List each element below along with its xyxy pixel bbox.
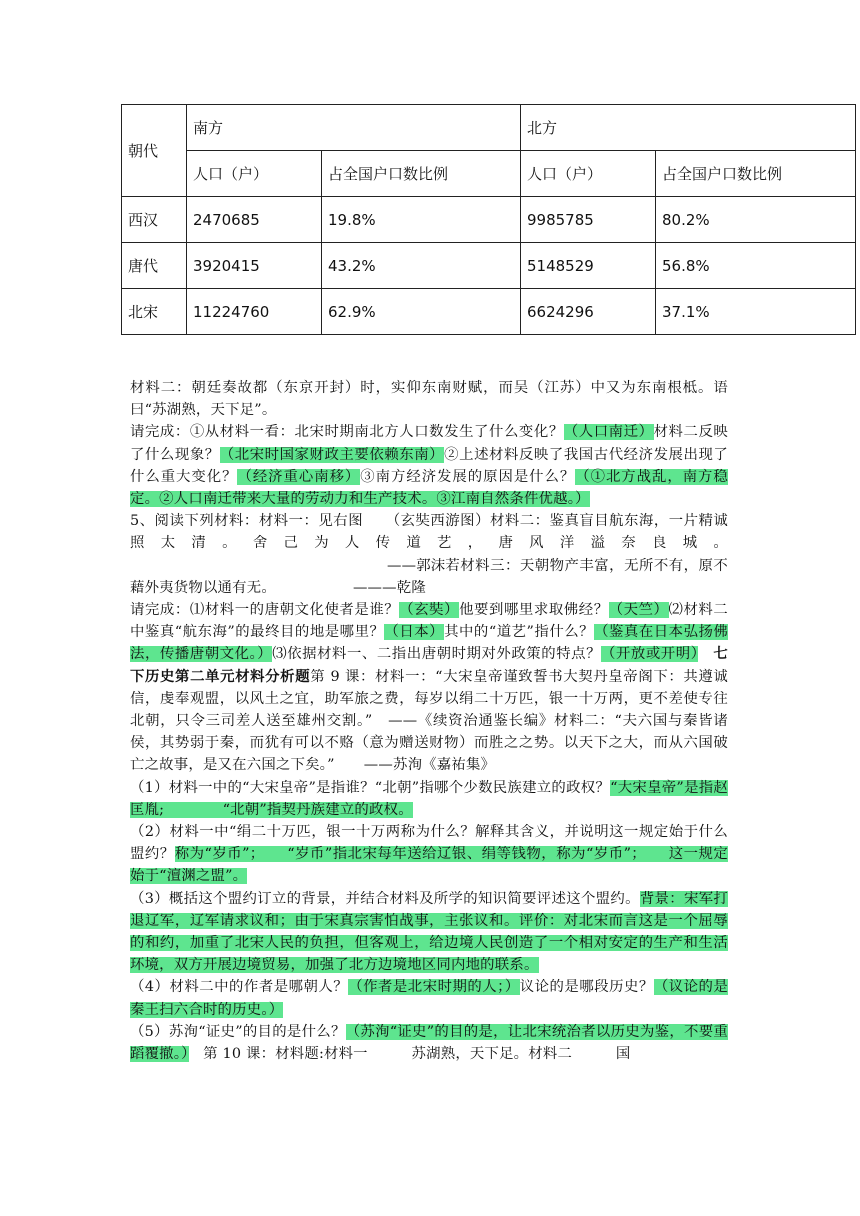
question-3 [130, 888, 728, 977]
header-south-pop: 人口（户） [187, 151, 322, 197]
answer-highlight: （北宋时国家财政主要依赖东南） [219, 446, 445, 463]
question-text: （1）材料一中的“大宋皇帝”是指谁？“北朝”指哪个少数民族建立的政权？ [130, 779, 611, 796]
answer-highlight: （①北方战乱，南方稳定。②人口南迁带来大量的劳动力和生产技术。③江南自然条件优越。） [130, 468, 728, 508]
question-text: 议论的是哪段历史？ [519, 979, 654, 996]
question-1 [130, 777, 728, 821]
document-body [130, 377, 728, 1065]
material-text: 5、阅读下列材料：材料一：见右图 （玄奘西游图）材料二：鉴真盲目航东海，一片精诚照太清。舍己为人传道艺，唐风洋溢奈良城。 [130, 513, 728, 552]
question-4 [130, 976, 728, 1020]
question-text: ③南方经济发展的原因是什么？ [360, 468, 576, 485]
header-south: 南方 [187, 105, 521, 151]
cell-dynasty: 西汉 [122, 197, 187, 243]
answer-highlight: （议论的是秦王扫六合时的历史。） [130, 979, 728, 1018]
question-text: （4）材料二中的作者是哪朝人？ [130, 979, 349, 996]
table-row [122, 243, 856, 289]
tang-questions-paragraph [130, 599, 728, 777]
answer-highlight: 背景：宋军打退辽军，辽军请求议和；由于宋真宗害怕战事，主张议和。评价：对北宋而言这是一个屈辱的和约，加重了北宋人民的负担，但客观上，给边境人民创造了一个相对安定的生产和生活环境，双方开展边境贸易，加强了北方边境地区同内地的联系。 [130, 890, 728, 974]
header-north-pop: 人口（户） [521, 151, 656, 197]
answer-highlight: “大宋皇帝”是指赵匡胤; “北朝”指契丹族建立的政权。 [130, 779, 728, 818]
question-text: （5）苏洵“证史”的目的是什么？ [130, 1023, 346, 1040]
cell-north-ratio: 80.2% [656, 197, 856, 243]
answer-highlight: （人口南迁） [563, 424, 654, 441]
header-north: 北方 [521, 105, 856, 151]
answer-highlight: （天竺） [608, 602, 669, 619]
question-text: 请完成：①从材料一看：北宋时期南北方人口数发生了什么变化？ [130, 424, 564, 441]
material-two-paragraph: 材料二：朝廷奏故都（东京开封）时，实仰东南财赋，而吴（江苏）中又为东南根柢。语曰“苏湖熟，天下足”。 [130, 380, 728, 419]
cell-north-ratio: 56.8% [656, 243, 856, 289]
answer-highlight: （开放或开明） [601, 646, 699, 663]
cell-south-pop: 11224760 [187, 289, 322, 335]
answer-highlight: 称为“岁币”； “岁币”指北宋每年送给辽银、绢等钱物，称为“岁币”； 这一规定始于“澶渊之盟”。 [130, 846, 728, 885]
question-text: ②上述材料反映了我国古代经济发展出现了什么重大变化？ [130, 446, 728, 485]
header-dynasty: 朝代 [122, 105, 187, 197]
cell-north-pop: 9985785 [521, 197, 656, 243]
cell-south-ratio: 43.2% [322, 243, 521, 289]
answer-highlight: （苏洵“证史”的目的是，让北宋统治者以历史为鉴，不要重蹈覆撤。） [130, 1023, 728, 1063]
reading-materials-paragraph [130, 510, 728, 599]
attribution: ———乾隆 [352, 579, 426, 596]
population-table [121, 104, 856, 335]
cell-north-pop: 5148529 [521, 243, 656, 289]
answer-highlight: （作者是北宋时期的人；） [348, 979, 520, 996]
material-text: 材料三：天朝物产丰富，无所不有，原不藉外夷货物以通有无。 [130, 557, 728, 596]
question-text: 请完成：⑴材料一的唐朝文化使者是谁？ [130, 602, 400, 619]
question-text: （2）材料一中“绢二十万匹，银一十万两称为什么？解释其含义，并说明这一规定始于什么盟约？ [130, 824, 728, 863]
question-text: ⑵材料二中鉴真“航东海”的最终目的地是哪里？ [130, 602, 728, 641]
cell-dynasty: 唐代 [122, 243, 187, 289]
answer-highlight: （日本） [384, 624, 445, 641]
header-north-ratio: 占全国户口数比例 [656, 151, 856, 197]
question-text: 材料二反映了什么现象？ [130, 424, 728, 463]
table-row [122, 197, 856, 243]
cell-north-pop: 6624296 [521, 289, 656, 335]
answer-highlight: （鉴真在日本弘扬佛法，传播唐朝文化。） [130, 624, 728, 663]
question-5 [130, 1021, 728, 1065]
attribution: ——郭沫若 [387, 557, 460, 574]
cell-south-pop: 2470685 [187, 197, 322, 243]
question-text: 其中的“道艺”指什么？ [444, 624, 595, 641]
material-text: 第 9 课：材料一：“大宋皇帝谨致誓书大契丹皇帝阁下：共遵诚信，虔奉观盟，以风土之宜，助军旅之费，每岁以绢二十万匹，银一十万两，更不差使专往北朝，只令三司差人送至雄州交割。” ——《续资治通鉴长编》材料二：“夫六国与秦皆诸侯，其势弱于秦，而犹有可以不赂（意为赠送财物）而胜之之势。以天下之大，而从六国破亡之故事，是又在六国之下矣。” ——苏洵《嘉祐集》 [130, 668, 728, 774]
question-text: 他要到哪里求取佛经？ [459, 602, 609, 619]
cell-south-pop: 3920415 [187, 243, 322, 289]
questions-paragraph [130, 421, 728, 510]
section-title: 七下历史第二单元材料分析题 [130, 645, 728, 685]
header-south-ratio: 占全国户口数比例 [322, 151, 521, 197]
question-text: ⑶依据材料一、二指出唐朝时期对外政策的特点？ [272, 646, 602, 663]
question-text: 第 10 课：材料题:材料一 苏湖熟，天下足。材料二 国 [188, 1046, 631, 1063]
question-2 [130, 821, 728, 888]
cell-south-ratio: 62.9% [322, 289, 521, 335]
question-text: （3）概括这个盟约订立的背景，并结合材料及所学的知识简要评述这个盟约。 [130, 890, 640, 907]
answer-highlight: （经济重心南移） [237, 468, 361, 485]
cell-dynasty: 北宋 [122, 289, 187, 335]
cell-south-ratio: 19.8% [322, 197, 521, 243]
table-row [122, 289, 856, 335]
cell-north-ratio: 37.1% [656, 289, 856, 335]
answer-highlight: （玄奘） [399, 602, 460, 619]
